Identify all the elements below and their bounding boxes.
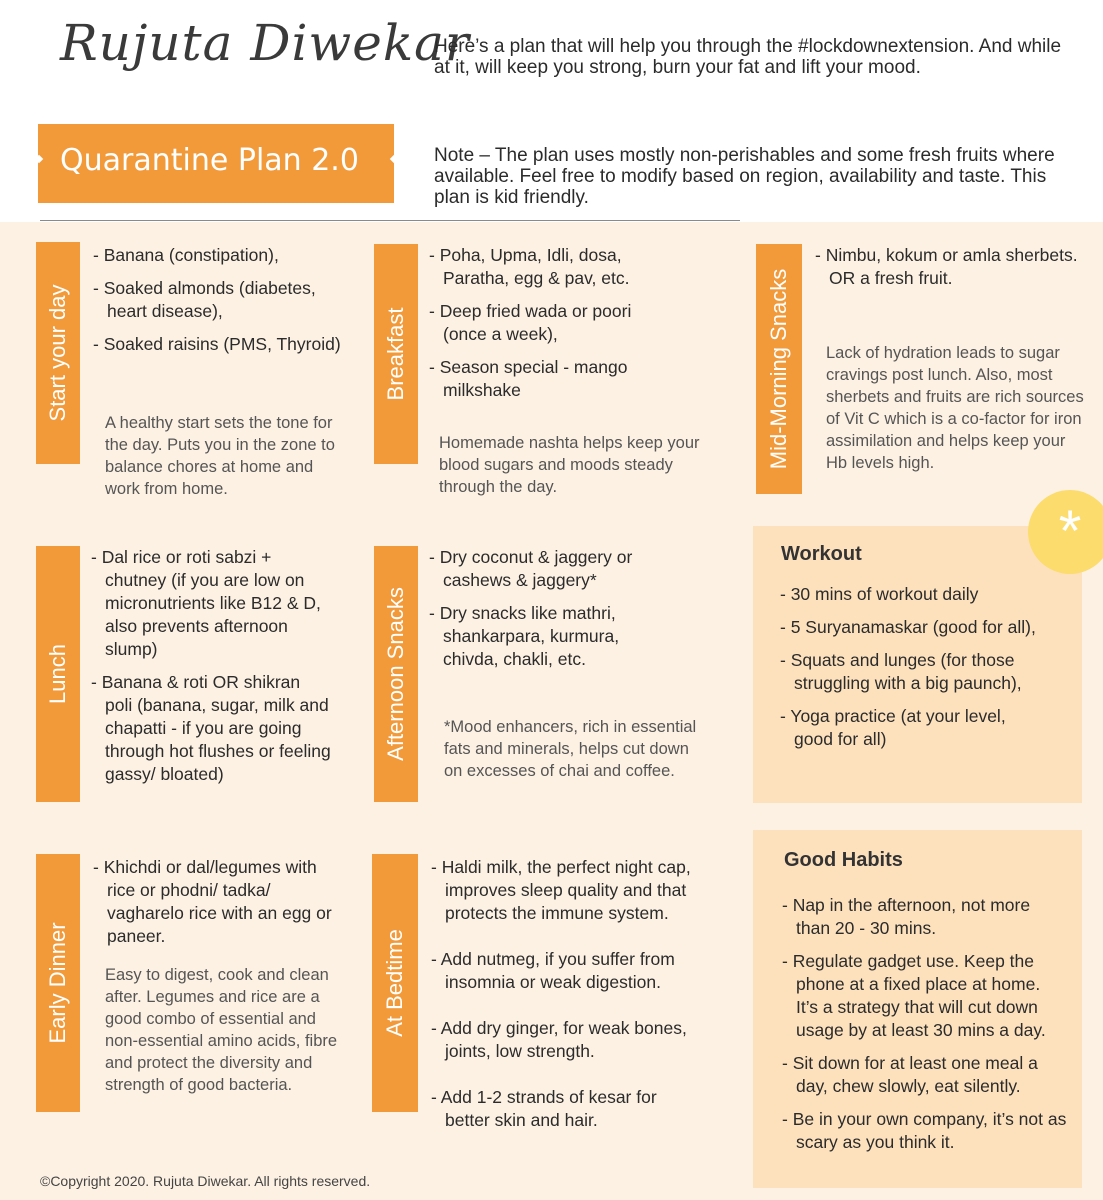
brand-logo: Rujuta Diwekar <box>60 14 470 72</box>
afternoon-note: *Mood enhancers, rich in essential fats and minerals, helps cut down on excesses of chai and coffee. <box>444 718 697 780</box>
good-habits-title: Good Habits <box>784 849 903 871</box>
list-item: - Dry snacks like mathri, shankarpara, kurmura, chivda, chakli, etc. <box>429 603 620 669</box>
label-start-your-day <box>36 242 80 464</box>
flower-icon: * <box>1028 490 1103 574</box>
list-item: - Soaked almonds (diabetes, heart disease), <box>93 278 316 321</box>
label-lunch <box>36 546 80 802</box>
list-item: - Nap in the afternoon, not more than 20 - 30 mins. <box>782 895 1031 938</box>
list-item: - Banana (constipation), <box>93 245 279 265</box>
label-text: Lunch <box>45 644 70 704</box>
label-text: Mid-Morning Snacks <box>766 268 791 470</box>
midmorning-items <box>815 244 1080 300</box>
dinner-note: Easy to digest, cook and clean after. Legumes and rice are a good combo of essential and non-essential amino acids, fibre and protect the diversity and strength of good bacteria. <box>105 966 338 1094</box>
good-habits-items <box>782 894 1067 1164</box>
list-item: - Nimbu, kokum or amla sherbets. OR a fresh fruit. <box>815 245 1078 288</box>
workout-title: Workout <box>781 543 862 565</box>
label-breakfast <box>374 244 418 464</box>
label-text: Early Dinner <box>45 922 70 1044</box>
list-item: - Dry coconut & jaggery or cashews & jaggery* <box>429 547 633 590</box>
breakfast-note: Homemade nashta helps keep your blood sugars and moods steady through the day. <box>439 434 700 496</box>
copyright-text: ©Copyright 2020. Rujuta Diwekar. All rights reserved. <box>40 1173 371 1189</box>
list-item: - Khichdi or dal/legumes with rice or phodni/ tadka/ vagharelo rice with an egg or paneer. <box>93 857 332 946</box>
midmorning-note: Lack of hydration leads to sugar cravings post lunch. Also, most sherbets and fruits are rich sources of Vit C which is a co-factor for iron assimilation and helps keep your Hb levels high. <box>826 344 1084 472</box>
list-item: - Dal rice or roti sabzi + chutney (if you are low on micronutrients like B12 & D, also prevents afternoon slump) <box>91 547 321 659</box>
list-item: - Add nutmeg, if you suffer from insomnia or weak digestion. <box>431 949 675 992</box>
workout-items <box>780 583 1045 761</box>
afternoon-items <box>429 546 679 681</box>
label-at-bedtime <box>372 854 418 1112</box>
list-item: - Yoga practice (at your level, good for all) <box>780 706 1006 749</box>
label-early-dinner <box>36 854 80 1112</box>
list-item: - Add 1-2 strands of kesar for better skin and hair. <box>431 1087 657 1130</box>
bedtime-items <box>431 856 701 1142</box>
list-item: - 5 Suryanamaskar (good for all), <box>780 617 1036 637</box>
list-item: - 30 mins of workout daily <box>780 584 979 604</box>
plan-note: Note – The plan uses mostly non-perishables and some fresh fruits where available. Feel free to modify based on region, availability and taste. This plan is kid friendly. <box>434 145 1055 208</box>
intro-text: Here’s a plan that will help you through the #lockdownextension. And while at it, will keep you strong, burn your fat and lift your mood. <box>434 36 1062 78</box>
list-item: - Sit down for at least one meal a day, chew slowly, eat silently. <box>782 1053 1038 1096</box>
start-note: A healthy start sets the tone for the day. Puts you in the zone to balance chores at home and work from home. <box>105 414 335 498</box>
list-item: - Add dry ginger, for weak bones, joints, low strength. <box>431 1018 687 1061</box>
dinner-items <box>93 856 333 958</box>
list-item: - Haldi milk, the perfect night cap, improves sleep quality and that protects the immune system. <box>431 857 691 923</box>
label-text: Breakfast <box>383 307 408 401</box>
label-text: Afternoon Snacks <box>383 587 408 761</box>
start-items <box>93 244 353 366</box>
list-item: - Soaked raisins (PMS, Thyroid) <box>93 334 341 354</box>
list-item: - Be in your own company, it’s not as scary as you think it. <box>782 1109 1067 1152</box>
list-item: - Season special - mango milkshake <box>429 357 628 400</box>
breakfast-items <box>429 244 679 412</box>
lunch-items <box>91 546 331 796</box>
plan-title: Quarantine Plan 2.0 <box>60 143 359 178</box>
label-afternoon-snacks <box>374 546 418 802</box>
label-mid-morning-snacks <box>756 244 802 494</box>
divider <box>40 220 740 221</box>
list-item: - Poha, Upma, Idli, dosa, Paratha, egg & pav, etc. <box>429 245 630 288</box>
label-text: Start your day <box>45 284 70 422</box>
list-item: - Deep fried wada or poori (once a week), <box>429 301 632 344</box>
label-text: At Bedtime <box>382 929 407 1037</box>
list-item: - Regulate gadget use. Keep the phone at a fixed place at home. It’s a strategy that will cut down usage by at least 30 mins a day. <box>782 951 1046 1040</box>
list-item: - Banana & roti OR shikran poli (banana, sugar, milk and chapatti - if you are going through hot flushes or feeling gassy/ bloated) <box>91 672 331 784</box>
list-item: - Squats and lunges (for those struggling with a big paunch), <box>780 650 1022 693</box>
